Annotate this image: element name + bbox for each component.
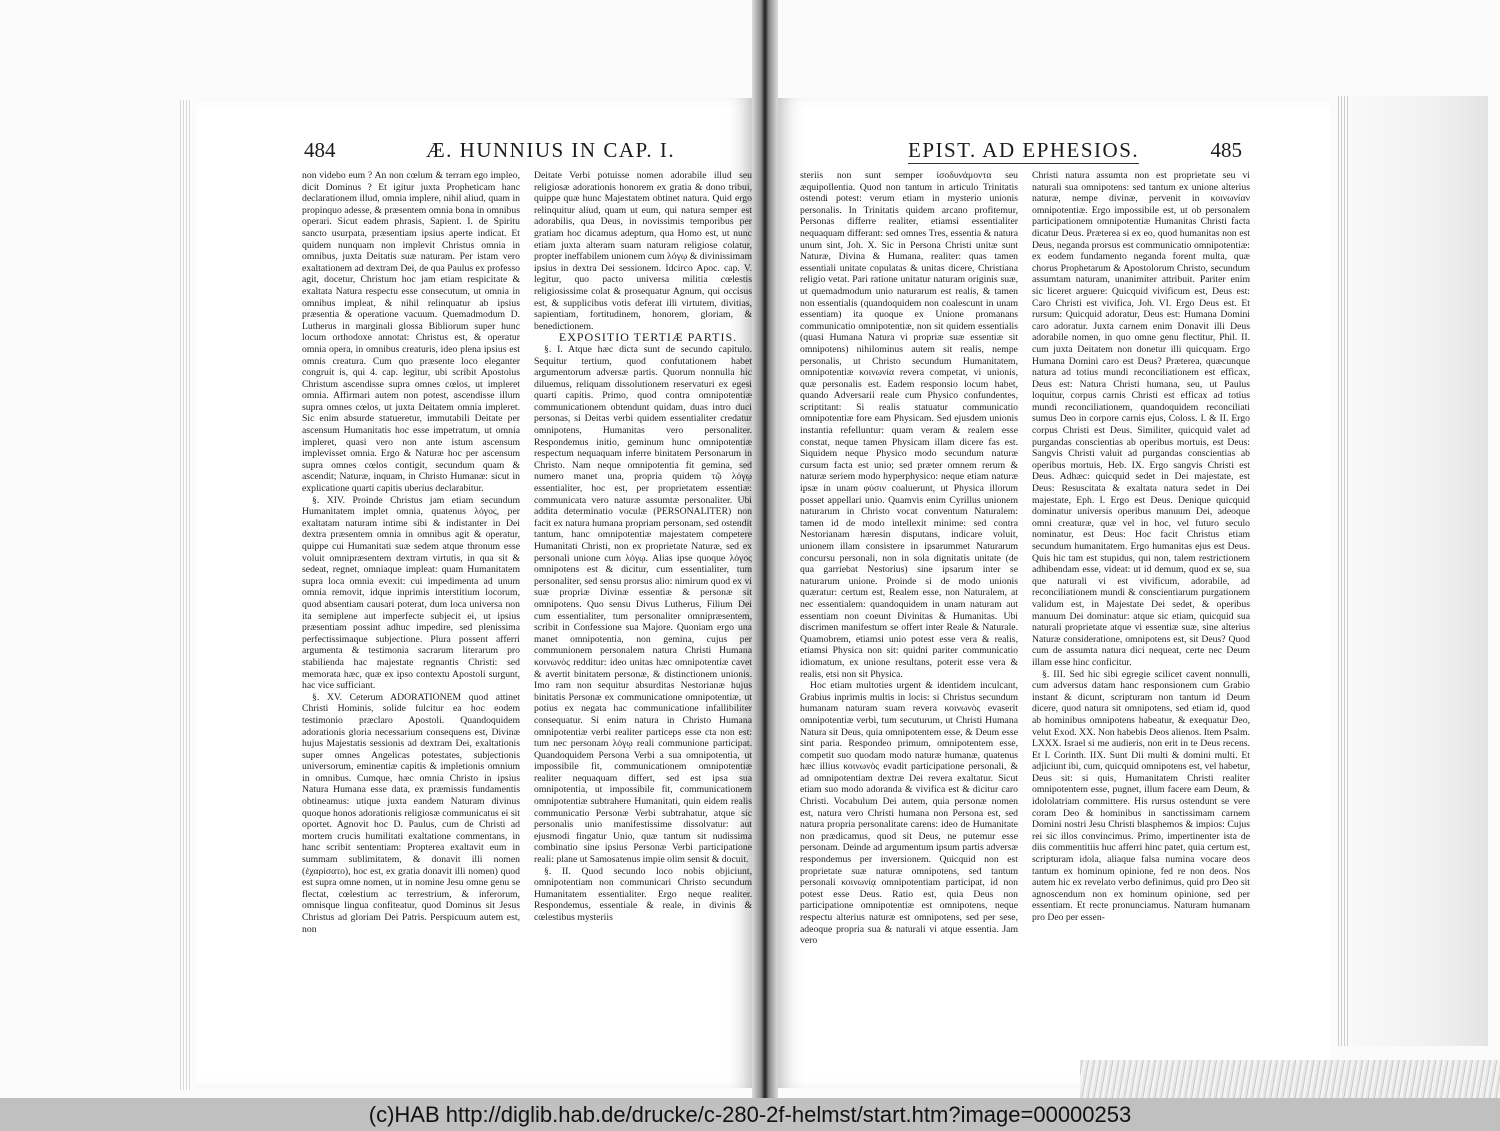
left-running-title: Æ. HUNNIUS IN CAP. I. <box>426 138 676 162</box>
book-gutter <box>752 0 778 1098</box>
scan-noise <box>1080 1060 1500 1098</box>
paragraph: Hoc etiam multoties urgent & identidem inculcant, Grabius inprimis multis in locis: si Christus secundum humanam naturam suam revera κοινωνὸς evaserit omnipotentiæ verbi, tum secuturum, ut Christi Humana Natura sit Deus, quia omnipotentem esse, & Deum esse sint paria. Respondeo primum, omnipotentem esse, competit suo quodam modo naturæ humanæ, quatenus hæc illius κοινωνὸς evadit participatione personali, & ad omnipotentiam dextræ Dei revera exaltatur. Sicut etiam suo modo adoranda & vivifica est & dicitur caro Christi. Vocabulum Dei autem, quia personæ nomen est, natura vero Christi humana non Persona est, sed natura propria personalitate carens: ideo de Humanitate non prædicamus, quod sit Deus, ne putemur esse personam. Deinde ad argumentum ipsum partis adversæ respondemus per inversionem. Quicquid non est proprietate suæ naturæ omnipotens, sed tantum personali κοινωνίᾳ omnipotentiam participat, id non potest esse Deus. Ratio est, quia Deus non participatione omnipotentiæ est omnipotens, neque respectu alterius naturæ est omnipotens, sed per sese, adeoque propria sua & naturali vi atque essentia. Jam vero <box>800 680 1018 947</box>
section-title: EXPOSITIO TERTIÆ PARTIS. <box>558 330 738 345</box>
paragraph: §. III. Sed hic sibi egregie scilicet cavent nonnulli, cum adversus datam hanc responsionem cum Grabio instant & dicunt, scripturam non tantum id Deum dicere, quod natura sit omnipotens, sed etiam id, quod ab hominibus omnipotens habeatur, & exequatur Deo, velut Exod. XX. Non habebis Deos alienos. Item Psalm. LXXX. Israel si me audieris, non erit in te Deus recens. Et I. Corinth. IIX. Sunt Dii multi & domini multi. Et adjiciunt ibi, cum, quicquid omnipotens est, vel habetur, Deus sit: si quis, Humanitatem Christi realiter omnipotentem esse, pugnet, illum facere eam Deum, & idololatriam committere. His rursus ostendunt se vere coram Deo & hominibus in sanctissimam carnem Domini nostri Jesu Christi blasphemos & impios: Cujus rei sic illos convincimus. Primo, impertinenter ista de diis commentitiis huc afferri hinc patet, quia certum est, scripturam idola, aliaque falsa numina vocare deos tantum ex hominum opinione, fed re non deos. Nos autem hic ex revelato verbo definimus, quid pro Deo sit agnoscendum non ex hominum opinione, sed per essentiam. Et recte pronunciamus. Naturam humanam pro Deo per essen- <box>1032 668 1250 923</box>
right-page-edge <box>1338 96 1488 1046</box>
paragraph: §. XIV. Proinde Christus jam etiam secundum Humanitatem implet omnia, quatenus λόγος, per exaltatam naturam intime sibi & indistanter in Dei dextra præsentem omnia in omnibus agit & operatur, quippe cui Humanitati suæ sedem atque thronum esse voluit omnipræsentem dextram virtutis, in qua sit & sedeat, regnet, omniaque impleat: quam Humanitatem supra loca omnia evexit: cui impedimenta ad unum omnia removit, idque inprimis interstitium locorum, quod absentiam causari poterat, dum loca universa non ita semiplene aut imperfecte subjecit ei, ut ipsius præsentiam possint adhuc impedire, sed plenissima perfectissimaque subjectione. Plura possent afferri argumenta & testimonia sacrarum literarum pro stabilienda hac majestate regnantis Christi: sed memorata hæc, quæ ex ipso contextu Apostoli surgunt, hac vice sufficiant. <box>302 494 520 692</box>
right-page <box>778 98 1330 1088</box>
left-column-b <box>534 170 752 1030</box>
right-running-title: EPIST. AD EPHESIOS. <box>908 138 1140 162</box>
left-page-header <box>196 138 752 168</box>
paragraph: Christi natura assumta non est proprietate seu vi naturali sua omnipotens: sed tantum ex unione alterius naturæ, nempe divinæ, pervenit in κοινωνίαν omnipotentiæ. Ergo impossibile est, ut ob personalem participationem omnipotentiæ Humanitas Christi facta dicatur Deus. Præterea si ex eo, quod humanitas non est Deus, neganda prorsus est communicatio omnipotentiæ: ex eodem fundamento neganda forent multa, quæ chorus Prophetarum & Apostolorum Christo, secundum assumtam naturam, unanimiter attribuit. Pariter enim sic liceret arguere: Quicquid vivificum est, Deus est: Caro Christi est vivifica, Joh. VI. Ergo Deus est. Et rursum: Quicquid adoratur, Deus est: Humana Domini caro adoratur. Juxta carnem enim Donavit illi Deus adorabile nomen, in quo omne genu flectitur, Phil. II. cum juxta Deitatem non donetur illi quicquam. Ergo Humana Domini caro est Deus? Præterea, quæcunque natura ad totius mundi reconciliationem est efficax, Deus est: Natura Christi humana, seu, ut Paulus loquitur, corpus carnis Christi est efficax ad totius mundi reconciliationem, quandoquidem reconciliati sumus Deo in corpore carnis ejus, Coloss. I. & II. Ergo corpus Christi est Deus. Similiter, quicquid valet ad purgandas conscientias ab operibus mortuis, est Deus: Sangvis Christi valuit ad purgandas conscientias ab operibus mortuis, Heb. IX. Ergo sangvis Christi est Deus. Adhæc: quicquid sedet in Dei majestate, est Deus: Resuscitata & exaltata natura sedet in Dei majestate, Eph. I. Ergo est Deus. Denique quicquid dominatur universis operibus manuum Dei, adeoque omni creaturæ, quæ vel in hoc, vel futuro seculo nominatur, est Deus: Hoc facit Christus etiam secundum humanitatem. Ergo humanitas ejus est Deus. Quis hic tam est stupidus, qui non, talem restrictionem adhibendam esse, videat: ut id demum, quod ex se, sua que naturali vi est vivificum, adorabile, ad reconciliationem mundi & conscientiarum purgationem validum est, in Majestate Dei sedet, & operibus manuum Dei dominatur: atque sic etiam, quicquid sua naturali proprietate atque vi essentiæ suæ, sine alterius Naturæ consideratione, omnipotens est, sit Deus? Quod cum de assumta natura dici nequeat, certe nec Deum illam esse hinc conficitur. <box>1032 170 1250 668</box>
paragraph: non videbo eum ? An non cœlum & terram ego impleo, dicit Dominus ? Et igitur juxta Propheticam hanc declarationem illud, omnia implere, nihil aliud, quam in propinquo adesse, & præsentem omnia bona in omnibus operari. Sicut eadem phrasis, Sapient. I. de Spiritu sancto usurpata, præsentiam ipsius aperte indicat. Et quidem nunquam non implevit Christus omnia in omnibus, juxta Deitatis suæ naturam. Per istam vero exaltationem ad dextram Dei, de qua Paulus ex professo agit, docetur, Christum hoc jam etiam respicitate & exaltata Natura respectu esse consecutum, ut omnia in omnibus impleat, & nihil relinquatur ab ipsius præsentia & operatione vacuum. Quemadmodum D. Lutherus in marginali glossa Bibliorum super hunc locum orthodoxe annotat: Christus est, & operatur omnia opera, in omnibus creaturis, ideo plena ipsius est omnis creatura. Cum quo præsente loco eleganter congruit is, qui 4. cap. legitur, ubi scribit Apostolus Christum ascendisse supra omnes cœlos, ut impleret omnia. Affirmari autem non potest, ascendisse illum supra omnes cœlos, ut juxta Deitatem omnia impleret. Sic enim absurde statueretur, immutabili Deitate per ascensum Humanitatis hoc esse impetratum, ut omnia impleret, quasi vero non ante istum ascensum implevisset omnia. Ergo & Naturæ hoc per ascensum supra omnes cœlos contigit, secundum quam & ascendit; Naturæ, inquam, in Christo Humanæ: sicut in explicatione quarti capitis uberius declarabitur. <box>302 170 520 495</box>
left-page <box>196 98 752 1088</box>
credit-text: (c)HAB http://diglib.hab.de/drucke/c-280-2f-helmst/start.htm?image=00000253 <box>368 1102 1132 1127</box>
credit-bar <box>0 1098 1500 1131</box>
right-column-b <box>1032 170 1250 1030</box>
right-column-a <box>800 170 1018 1030</box>
right-page-header <box>778 138 1330 168</box>
left-page-edge <box>180 100 192 1090</box>
left-column-a <box>302 170 520 1030</box>
paragraph: §. II. Quod secundo loco nobis objiciunt, omnipotentiam non communicari Christo secundum Humanitatem essentialiter. Ergo neque realiter. Respondemus, essentiale & reale, in divinis & cœlestibus mysteriis <box>534 865 752 923</box>
left-page-number: 484 <box>304 138 336 162</box>
right-page-number: 485 <box>1210 138 1242 162</box>
paragraph: Deitate Verbi potuisse nomen adorabile illud seu religiosæ adorationis honorem ex gratia & dono tribui, quippe quæ hunc Majestatem obtinet natura. Quid ergo relinquitur aliud, quam ut eum, qui natura semper est adorabilis, qua Deus, in novissimis temporibus per gratiam hoc dicamus adeptum, qua Homo est, ut nunc etiam juxta alteram suam naturam religiose colatur, propter ineffabilem unionem cum λόγῳ & divinissimam ipsius in dextra Dei sessionem. Idcirco Apoc. cap. V. legitur, quo pacto universa militia cœlestis religiosissime colat & prosequatur Agnum, qui occisus est, & supplicibus votis deferat illi virtutem, divitias, sapientiam, fortitudinem, honorem, gloriam, & benedictionem. <box>534 170 752 332</box>
right-page-edge-lines <box>1338 96 1348 1046</box>
paragraph: §. XV. Ceterum ADORATIONEM quod attinet Christi Hominis, solide fulcitur ea hoc eodem testimonio præclaro Apostoli. Quandoquidem adorationis gloria necessarium consequens est, Divinæ hujus Majestatis sessionis ad dextram Dei, exaltationis super omnes Angelicas potestates, subjectionis universorum, eminentiæ capitis & impletionis omnium in omnibus. Cumque, hæc omnia Christo in ipsius Natura Humana esse data, ex præmissis fundamentis obtineamus: utique juxta eandem Naturam divinus quoque honos adorationis religiosæ communicatus ei sit oportet. Agnovit hoc D. Paulus, cum de Christi ad mortem crucis humilitati exaltatione commentans, in hanc scribit sententiam: Propterea exaltavit eum in summam sublimitatem, & donavit illi nomen (ἐχαρίσατο), hoc est, ex gratia donavit illi nomen) quod est supra omne nomen, ut in nomine Jesu omne genu se flectat, cœlestium ac terrestrium, & inferorum, omnisque lingua confiteatur, quod Dominus sit Jesus Christus ad gloriam Dei Patris. Perspicuum autem est, non <box>302 691 520 935</box>
paragraph: §. I. Atque hæc dicta sunt de secundo capitulo. Sequitur tertium, quod confutationem habet argumentorum adversæ partis. Quorum nonnulla hic diluemus, reliquam dissolutionem reservaturi ex egesi quarti capitis. Primo, quod contra omnipotentiæ communicationem obtendunt quidam, duas intro duci personas, si Deitas verbi quidem essentialiter credatur omnipotens, Humanitas vero personaliter. Respondemus initio, geminum hunc omnipotentiæ respectum nequaquam inferre binitatem Personarum in Christo. Nam neque omnipotentia fit gemina, sed numero manet una, propria quidem τῷ λόγῳ essentialiter, hoc est, per proprietatem essentiæ: communicata vero naturæ assumtæ personaliter. Ubi addita determinatio voculæ (PERSONALITER) non facit ex natura humana propriam personam, sed ostendit tantum, hanc omnipotentiæ majestatem competere Humanitati Christi, non ex proprietate Naturæ, sed ex personali unione cum λόγῳ. Alias ipse quoque λόγος omnipotens est & dicitur, cum essentialiter, tum personaliter, sed sensu prorsus alio: nimirum quod ex vi suæ propriæ Divinæ essentiæ & personæ sit omnipotens. Quo sensu Divus Lutherus, Filium Dei cum essentialiter, tum personaliter omnipræsentem, scribit in Confessione sua Majore. Quoniam ergo una manet omnipotentia, non gemina, cujus per communionem personalem natura Christi Humana κοινωνὸς redditur: ideo unitas hæc omnipotentiæ cavet & avertit binitatem personæ, & distinctionem unionis. Imo ram non sequitur absurditas Nestorianæ hujus binitatis Personæ ex communicatione omnipotentiæ, ut potius ex negata hac communicatione infallibiliter consequatur. Si enim natura in Christo Humana omnipotentiæ verbi realiter particeps esse cta non est: tum nec personam λόγῳ reali communione participat. Quandoquidem Persona Verbi a sua omnipotentia, ut impossibile fit, communicationem omnipotentiæ realiter nequaquam differt, sed est ipsa sua omnipotentia, ut impossibile fit, communicationem omnipotentiæ subtrahere Humanitati, quin eidem realis communicatio Personæ Verbi subtrahatur, atque sic personalis unio manifestissime dissolvatur: aut ejusmodi fingatur Unio, quæ tantum sit nudissima combinatio sine ipsius Personæ Verbi participatione reali: plane ut Samosatenus impie olim sensit & docuit. <box>534 343 752 866</box>
paragraph: steriis non sunt semper ἰσοδυνάμοντα seu æquipollentia. Quod non tantum in articulo Trinitatis ostendi potest: verum etiam in mysterio unionis personalis. In Trinitatis quidem arcano profitemur, Personas differre realiter, etiamsi essentialiter nequaquam differant: sed omnes Tres, essentia & natura unum sint, Joh. X. Sic in Persona Christi unitæ sunt Naturæ, Divina & Humana, realiter: quas tamen essentiali unitate copulatas & unitas dicere, Christiana religio vetat. Pari ratione unitatur naturam originis suæ, ut quemadmodum unio naturarum est realis, & tamen non essentialis (quandoquidem non coalescunt in unam essentiam) ita quoque ex Unione promanans communicatio omnipotentiæ, non sit quidem essentialis (quasi Humana Natura vi propriæ suæ essentiæ sit omnipotens) nihilominus autem sit realis, nempe personalis, ut Christo secundum Humanitatem, omnipotentiæ κοινωνία revera competat, vi unionis, quæ personalis est. Eadem responsio locum habet, quando Adversarii reale cum Physico confundentes, scriptitant: Si realis statuatur communicatio omnipotentiæ fore eam Physicam. Sed ejusdem unionis instantia refelluntur: quam veram & realem esse constat, neque tamen Physicam illam dicere fas est. Siquidem neque Physico modo secundum naturæ cursum facta est unio; sed præter omnem rerum & naturæ seriem modo hyperphysico: neque etiam naturæ ipsæ in unam φύσιν coaluerunt, ut Physica illorum posset appellari unio. Quamvis enim Cyrillus unionem naturarum in Christo vocat conventum Naturalem: tamen id de modo intellexit minime: sed contra Nestorianam hæresin disputans, indicare voluit, unionem illam consistere in ipsarummet Naturarum concursu personali, non in sola dignitatis unitate (de qua garriebat Nestorius) sine ipsarum inter se naturarum unione. Proinde si de modo unionis quæratur: certum est, Realem esse, non Naturalem, at nec essentialem: quandoquidem in unam naturam aut essentiam non coeunt Divinitas & Humanitas. Ubi discrimen manifestum se offert inter Reale & Naturale. Quamobrem, etiamsi unio potest esse vera & realis, etiamsi Physica non sit: quidni pariter communicatio idiomatum, ex unione resultans, poterit esse vera & realis, etsi non sit Physica. <box>800 170 1018 680</box>
